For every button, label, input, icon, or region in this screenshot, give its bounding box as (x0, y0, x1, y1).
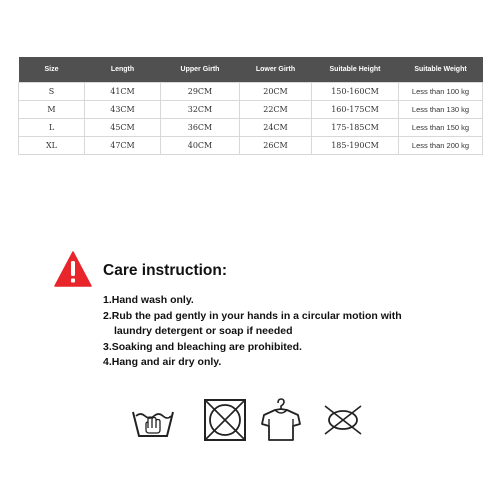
table-row (19, 101, 483, 119)
do-not-tumble-dry-icon (202, 397, 248, 443)
cell-upper-girth: 32CM (161, 101, 240, 119)
header-size: Size (19, 57, 85, 83)
care-item-hang-dry: 4.Hang and air dry only. (103, 356, 222, 368)
table-row (19, 83, 483, 101)
cell-size: M (19, 101, 85, 119)
size-chart-table (18, 57, 483, 155)
cell-size: XL (19, 137, 85, 155)
care-item-hand-wash: 1.Hand wash only. (103, 294, 194, 306)
care-item-rub-gently-cont: laundry detergent or soap if needed (114, 325, 293, 337)
cell-length: 43CM (85, 101, 161, 119)
hang-dry-icon (258, 397, 304, 443)
care-item-rub-gently: 2.Rub the pad gently in your hands in a circular motion with (103, 309, 402, 322)
cell-suitable-weight: Less than 150 kg (399, 119, 483, 137)
do-not-bleach-icon (320, 397, 366, 443)
cell-suitable-height: 185-190CM (312, 137, 399, 155)
header-length: Length (85, 57, 161, 83)
cell-suitable-height: 150-160CM (312, 83, 399, 101)
care-item-no-soak-bleach: 3.Soaking and bleaching are prohibited. (103, 340, 302, 353)
cell-upper-girth: 36CM (161, 119, 240, 137)
cell-lower-girth: 20CM (240, 83, 312, 101)
table-row (19, 119, 483, 137)
warning-triangle-icon (54, 251, 92, 287)
size-chart-header-row (19, 57, 483, 83)
cell-suitable-height: 175-185CM (312, 119, 399, 137)
header-lower-girth: Lower Girth (240, 57, 312, 83)
cell-suitable-weight: Less than 130 kg (399, 101, 483, 119)
cell-upper-girth: 40CM (161, 137, 240, 155)
care-instruction-list (103, 293, 483, 371)
cell-lower-girth: 26CM (240, 137, 312, 155)
cell-length: 47CM (85, 137, 161, 155)
cell-length: 45CM (85, 119, 161, 137)
cell-suitable-weight: Less than 200 kg (399, 137, 483, 155)
cell-lower-girth: 22CM (240, 101, 312, 119)
cell-suitable-weight: Less than 100 kg (399, 83, 483, 101)
care-instruction-title: Care instruction: (103, 262, 228, 279)
cell-lower-girth: 24CM (240, 119, 312, 137)
header-suitable-weight: Suitable Weight (399, 57, 483, 83)
header-suitable-height: Suitable Height (312, 57, 399, 83)
cell-upper-girth: 29CM (161, 83, 240, 101)
cell-suitable-height: 160-175CM (312, 101, 399, 119)
cell-length: 41CM (85, 83, 161, 101)
hand-wash-icon (130, 397, 176, 443)
cell-size: L (19, 119, 85, 137)
table-row (19, 137, 483, 155)
cell-size: S (19, 83, 85, 101)
header-upper-girth: Upper Girth (161, 57, 240, 83)
care-symbols (0, 397, 500, 447)
